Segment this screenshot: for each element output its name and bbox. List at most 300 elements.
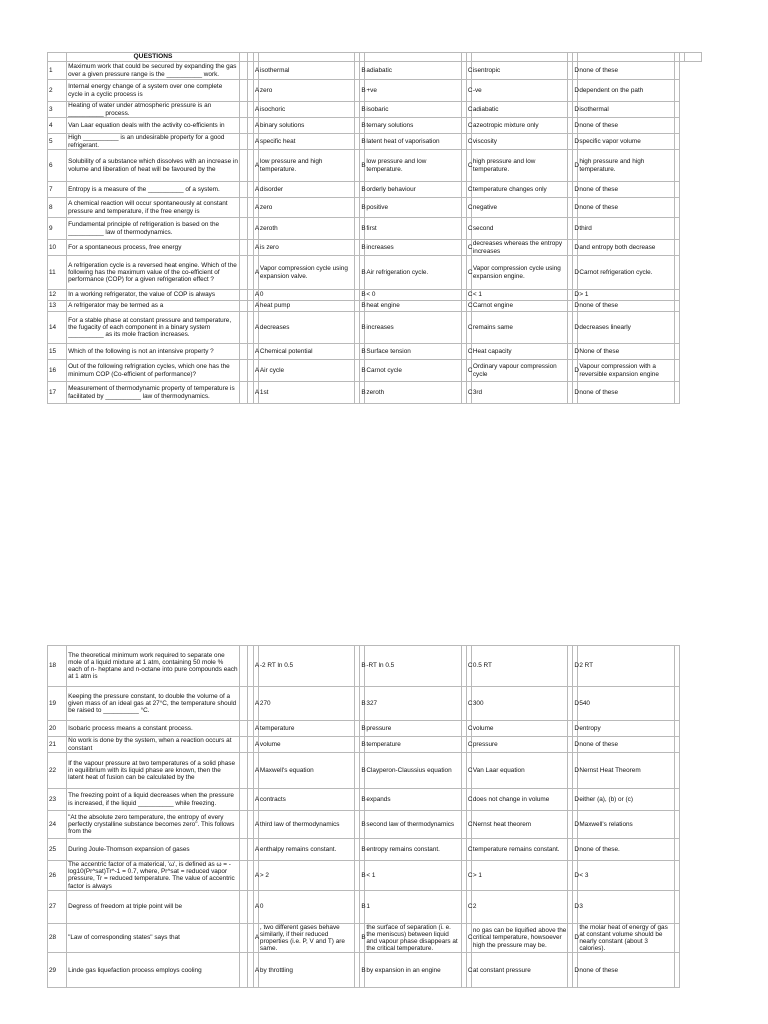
option-c-text: Van Laar equation <box>471 753 567 789</box>
spacer-cell <box>239 102 247 118</box>
option-c-text: -ve <box>471 80 567 102</box>
option-b-letter: B <box>360 753 365 789</box>
option-b-text: low pressure and low temperature. <box>365 150 461 182</box>
option-d-text: either (a), (b) or (c) <box>578 789 674 811</box>
option-b-text: adiabatic <box>365 62 461 80</box>
spacer-cell <box>674 382 679 404</box>
option-d-letter: D <box>573 687 578 721</box>
option-c-letter: C <box>466 301 471 312</box>
spacer-cell <box>239 737 247 753</box>
question-text: Measurement of thermodynamic property of temperature is facilitated by __________ law of thermodynamics. <box>67 382 240 404</box>
option-a-text: isothermal <box>258 62 354 80</box>
option-a-letter: A <box>253 789 258 811</box>
option-c-text: Ordinary vapour compression cycle <box>471 360 567 382</box>
question-text: Maximum work that could be secured by expanding the gas over a given pressure range is the __________ work. <box>67 62 240 80</box>
option-a-text: -2 RT ln 0.5 <box>258 646 354 687</box>
option-b-letter: B <box>360 789 365 811</box>
option-a-text: zeroth <box>258 218 354 240</box>
question-row <box>48 290 702 301</box>
question-row <box>48 102 702 118</box>
spacer-cell <box>674 290 679 301</box>
option-b-text: positive <box>365 198 461 218</box>
spacer-cell <box>674 360 679 382</box>
option-d-text: specific vapor volume <box>578 134 674 150</box>
option-a-letter: A <box>253 890 258 923</box>
question-number: 27 <box>48 890 67 923</box>
option-c-text: temperature remains constant. <box>471 839 567 861</box>
option-b-letter: B <box>360 118 365 134</box>
option-b-text: increases <box>365 312 461 344</box>
option-c-letter: C <box>466 646 471 687</box>
question-number: 20 <box>48 721 67 737</box>
question-row <box>48 890 702 923</box>
spacer-cell <box>674 102 679 118</box>
option-b-letter: B <box>360 953 365 988</box>
question-text: Solubility of a substance which dissolves with an increase in volume and liberation of heat will be favoured by the <box>67 150 240 182</box>
option-c-letter: C <box>466 861 471 891</box>
option-d-letter: D <box>573 737 578 753</box>
spacer-cell <box>674 240 679 256</box>
option-d-text: and entropy both decrease <box>578 240 674 256</box>
spacer-cell <box>239 923 247 953</box>
question-number: 12 <box>48 290 67 301</box>
option-c-letter: C <box>466 80 471 102</box>
header-cell <box>684 53 701 62</box>
question-text: No work is done by the system, when a reaction occurs at constant <box>67 737 240 753</box>
questions-table-2 <box>47 645 702 988</box>
spacer-cell <box>674 953 679 988</box>
option-d-text: entropy <box>578 721 674 737</box>
option-d-text: high pressure and high temperature. <box>578 150 674 182</box>
question-row <box>48 789 702 811</box>
header-cell <box>365 53 461 62</box>
option-c-text: Carnot engine <box>471 301 567 312</box>
spacer-cell <box>239 312 247 344</box>
spacer-cell <box>239 811 247 839</box>
option-a-text: Vapor compression cycle using expansion valve. <box>258 256 354 290</box>
questions-table-1 <box>47 52 702 404</box>
option-b-letter: B <box>360 360 365 382</box>
option-a-text: , two different gases behave similarly, if their reduced properties (i.e. P, V and T) are same. <box>258 923 354 953</box>
option-b-letter: B <box>360 62 365 80</box>
option-c-letter: C <box>466 344 471 360</box>
option-d-text: none of these <box>578 301 674 312</box>
option-c-text: temperature changes only <box>471 182 567 198</box>
option-c-letter: C <box>466 382 471 404</box>
option-d-letter: D <box>573 839 578 861</box>
question-row <box>48 721 702 737</box>
spacer-cell <box>674 789 679 811</box>
option-a-letter: A <box>253 721 258 737</box>
option-c-text: high pressure and low temperature. <box>471 150 567 182</box>
option-a-text: specific heat <box>258 134 354 150</box>
spacer-cell <box>239 953 247 988</box>
spacer-cell <box>674 150 679 182</box>
question-text: A chemical reaction will occur spontaneously at constant pressure and temperature, if the free energy is <box>67 198 240 218</box>
option-c-text: 2 <box>471 890 567 923</box>
spacer-cell <box>239 240 247 256</box>
option-a-text: third law of thermodynamics <box>258 811 354 839</box>
option-c-text: 0.5 RT <box>471 646 567 687</box>
option-c-letter: C <box>466 312 471 344</box>
option-c-letter: C <box>466 737 471 753</box>
option-a-letter: A <box>253 301 258 312</box>
option-c-letter: C <box>466 811 471 839</box>
option-c-letter: C <box>466 198 471 218</box>
option-c-text: negative <box>471 198 567 218</box>
option-d-letter: D <box>573 344 578 360</box>
option-a-text: zero <box>258 198 354 218</box>
spacer-cell <box>239 890 247 923</box>
option-d-text: the molar heat of energy of gas at constant volume should be nearly constant (about 3 calories). <box>578 923 674 953</box>
question-text: If the vapour pressure at two temperatures of a solid phase in equilibrium with its liquid phase are known, then the latent heat of fusion can be calculated by the <box>67 753 240 789</box>
option-a-text: temperature <box>258 721 354 737</box>
option-a-text: volume <box>258 737 354 753</box>
spacer-cell <box>674 218 679 240</box>
spacer-cell <box>674 737 679 753</box>
spacer-cell <box>239 721 247 737</box>
option-b-letter: B <box>360 102 365 118</box>
option-d-text: none of these <box>578 737 674 753</box>
option-d-letter: D <box>573 198 578 218</box>
option-d-letter: D <box>573 118 578 134</box>
option-a-letter: A <box>253 923 258 953</box>
option-c-letter: C <box>466 150 471 182</box>
option-d-letter: D <box>573 890 578 923</box>
option-a-text: Chemical potential <box>258 344 354 360</box>
option-a-letter: A <box>253 360 258 382</box>
option-b-letter: B <box>360 134 365 150</box>
question-row <box>48 80 702 102</box>
question-text: Entropy is a measure of the __________ of a system. <box>67 182 240 198</box>
spacer-cell <box>674 62 679 80</box>
question-text: Keeping the pressure constant, to double the volume of a given mass of an ideal gas at 27°C, the temperature should be raised to __________ °C. <box>67 687 240 721</box>
option-c-letter: C <box>466 240 471 256</box>
option-c-text: isentropic <box>471 62 567 80</box>
spacer-cell <box>239 134 247 150</box>
question-row <box>48 62 702 80</box>
option-c-text: no gas can be liquified above the critical temperature, howsoever high the pressure may be. <box>471 923 567 953</box>
spacer-cell <box>239 382 247 404</box>
question-row <box>48 923 702 953</box>
option-a-letter: A <box>253 953 258 988</box>
option-c-letter: C <box>466 134 471 150</box>
option-b-letter: B <box>360 646 365 687</box>
option-b-letter: B <box>360 382 365 404</box>
option-a-text: disorder <box>258 182 354 198</box>
option-b-text: temperature <box>365 737 461 753</box>
option-b-letter: B <box>360 839 365 861</box>
option-d-letter: D <box>573 290 578 301</box>
option-d-letter: D <box>573 646 578 687</box>
option-d-letter: D <box>573 301 578 312</box>
option-c-letter: C <box>466 923 471 953</box>
option-a-text: enthalpy remains constant. <box>258 839 354 861</box>
spacer-cell <box>674 923 679 953</box>
option-d-text: none of these <box>578 118 674 134</box>
option-d-letter: D <box>573 861 578 891</box>
spacer-cell <box>674 811 679 839</box>
option-c-letter: C <box>466 182 471 198</box>
spacer-cell <box>239 256 247 290</box>
option-d-text: dependent on the path <box>578 80 674 102</box>
option-b-letter: B <box>360 721 365 737</box>
question-text: Linde gas liquefaction process employs cooling <box>67 953 240 988</box>
option-c-text: < 1 <box>471 290 567 301</box>
option-b-text: < 1 <box>365 861 461 891</box>
question-text: A refrigerator may be termed as a <box>67 301 240 312</box>
question-text: "At the absolute zero temperature, the entropy of every perfectly crystalline substance becomes zero". This follows from the <box>67 811 240 839</box>
question-number: 18 <box>48 646 67 687</box>
option-c-letter: C <box>466 218 471 240</box>
option-c-text: adiabatic <box>471 102 567 118</box>
question-number: 9 <box>48 218 67 240</box>
option-b-text: the surface of separation (i. e. the meniscus) between liquid and vapour phase disappears at the critical temperature. <box>365 923 461 953</box>
option-a-letter: A <box>253 118 258 134</box>
question-row <box>48 312 702 344</box>
option-d-text: 540 <box>578 687 674 721</box>
question-number: 2 <box>48 80 67 102</box>
question-row <box>48 218 702 240</box>
spacer-cell <box>239 789 247 811</box>
option-b-letter: B <box>360 811 365 839</box>
option-d-letter: D <box>573 923 578 953</box>
option-b-text: orderly behaviour <box>365 182 461 198</box>
option-b-letter: B <box>360 240 365 256</box>
option-a-letter: A <box>253 312 258 344</box>
option-a-text: is zero <box>258 240 354 256</box>
header-cell <box>578 53 674 62</box>
spacer-cell <box>239 839 247 861</box>
option-a-letter: A <box>253 737 258 753</box>
option-b-text: ternary solutions <box>365 118 461 134</box>
option-c-letter: C <box>466 789 471 811</box>
question-text: Van Laar equation deals with the activity co-efficients in <box>67 118 240 134</box>
spacer-cell <box>239 62 247 80</box>
spacer-cell <box>674 753 679 789</box>
option-b-letter: B <box>360 344 365 360</box>
spacer-cell <box>674 80 679 102</box>
question-text: Fundamental principle of refrigeration is based on the __________ law of thermodynamics. <box>67 218 240 240</box>
option-a-letter: A <box>253 150 258 182</box>
option-a-text: isochoric <box>258 102 354 118</box>
option-d-letter: D <box>573 382 578 404</box>
option-a-letter: A <box>253 240 258 256</box>
option-b-letter: B <box>360 312 365 344</box>
spacer-cell <box>674 134 679 150</box>
option-a-letter: A <box>253 102 258 118</box>
option-d-letter: D <box>573 102 578 118</box>
option-b-text: second law of thermodynamics <box>365 811 461 839</box>
option-a-letter: A <box>253 198 258 218</box>
question-row <box>48 240 702 256</box>
option-d-text: third <box>578 218 674 240</box>
option-d-letter: D <box>573 256 578 290</box>
question-number: 3 <box>48 102 67 118</box>
question-number: 26 <box>48 861 67 891</box>
option-b-text: 327 <box>365 687 461 721</box>
option-d-text: 2 RT <box>578 646 674 687</box>
option-a-text: zero <box>258 80 354 102</box>
option-b-text: entropy remains constant. <box>365 839 461 861</box>
header-spacer <box>48 53 67 62</box>
option-b-text: Air refrigeration cycle. <box>365 256 461 290</box>
spacer-cell <box>674 198 679 218</box>
question-number: 6 <box>48 150 67 182</box>
spacer-cell <box>239 198 247 218</box>
option-d-text: Nernst Heat Theorem <box>578 753 674 789</box>
question-number: 14 <box>48 312 67 344</box>
option-c-letter: C <box>466 360 471 382</box>
question-text: "Law of corresponding states" says that <box>67 923 240 953</box>
question-row <box>48 118 702 134</box>
spacer-cell <box>674 301 679 312</box>
option-b-text: increases <box>365 240 461 256</box>
spacer-cell <box>674 256 679 290</box>
option-a-letter: A <box>253 62 258 80</box>
option-b-letter: B <box>360 861 365 891</box>
spacer-cell <box>674 839 679 861</box>
option-a-letter: A <box>253 382 258 404</box>
option-b-letter: B <box>360 737 365 753</box>
option-c-letter: C <box>466 721 471 737</box>
question-number: 19 <box>48 687 67 721</box>
option-b-text: heat engine <box>365 301 461 312</box>
question-row <box>48 811 702 839</box>
question-row <box>48 198 702 218</box>
spacer-cell <box>674 861 679 891</box>
option-b-letter: B <box>360 218 365 240</box>
spacer-cell <box>239 80 247 102</box>
question-row <box>48 953 702 988</box>
spacer-cell <box>674 182 679 198</box>
option-d-text: > 1 <box>578 290 674 301</box>
option-d-text: none of these <box>578 62 674 80</box>
question-text: In a working refrigerator, the value of COP is always <box>67 290 240 301</box>
spacer-cell <box>239 753 247 789</box>
option-c-letter: C <box>466 118 471 134</box>
question-row <box>48 861 702 891</box>
option-c-letter: C <box>466 687 471 721</box>
option-c-text: at constant pressure <box>471 953 567 988</box>
question-text: High __________ is an undesirable property for a good refrigerant. <box>67 134 240 150</box>
question-text: During Joule-Thomson expansion of gases <box>67 839 240 861</box>
spacer-cell <box>674 687 679 721</box>
option-a-letter: A <box>253 218 258 240</box>
spacer-cell <box>239 150 247 182</box>
question-text: Which of the following is not an intensive property ? <box>67 344 240 360</box>
option-a-letter: A <box>253 687 258 721</box>
option-d-text: none of these <box>578 182 674 198</box>
option-a-text: by throttling <box>258 953 354 988</box>
question-text: Isobaric process means a constant process. <box>67 721 240 737</box>
header-cell <box>471 53 567 62</box>
option-c-letter: C <box>466 753 471 789</box>
option-d-text: Maxwell's relations <box>578 811 674 839</box>
option-d-text: decreases linearly <box>578 312 674 344</box>
option-a-letter: A <box>253 134 258 150</box>
option-a-letter: A <box>253 839 258 861</box>
option-a-letter: A <box>253 646 258 687</box>
spacer-cell <box>674 721 679 737</box>
question-row <box>48 737 702 753</box>
question-number: 24 <box>48 811 67 839</box>
spacer-cell <box>674 646 679 687</box>
question-text: Out of the following refrigration cycles, which one has the minimum COP (Co-efficient of performance)? <box>67 360 240 382</box>
option-d-letter: D <box>573 312 578 344</box>
spacer-cell <box>239 646 247 687</box>
header-cell <box>239 53 247 62</box>
option-d-letter: D <box>573 360 578 382</box>
option-b-letter: B <box>360 890 365 923</box>
option-c-letter: C <box>466 890 471 923</box>
option-a-letter: A <box>253 753 258 789</box>
option-d-letter: D <box>573 62 578 80</box>
option-d-letter: D <box>573 789 578 811</box>
option-d-text: 3 <box>578 890 674 923</box>
option-b-text: isobaric <box>365 102 461 118</box>
question-text: For a stable phase at constant pressure and temperature, the fugacity of each component in a binary system __________ as its mole fraction increases. <box>67 312 240 344</box>
option-d-letter: D <box>573 240 578 256</box>
option-b-text: < 0 <box>365 290 461 301</box>
spacer-cell <box>239 218 247 240</box>
option-b-text: 1 <box>365 890 461 923</box>
option-b-letter: B <box>360 80 365 102</box>
option-d-letter: D <box>573 150 578 182</box>
option-d-letter: D <box>573 721 578 737</box>
option-b-text: expands <box>365 789 461 811</box>
option-d-letter: D <box>573 80 578 102</box>
option-b-letter: B <box>360 301 365 312</box>
question-number: 22 <box>48 753 67 789</box>
question-row <box>48 687 702 721</box>
spacer-cell <box>239 118 247 134</box>
option-a-letter: A <box>253 290 258 301</box>
option-a-text: 0 <box>258 890 354 923</box>
option-c-letter: C <box>466 839 471 861</box>
spacer-cell <box>239 290 247 301</box>
spacer-cell <box>674 118 679 134</box>
spacer-cell <box>674 312 679 344</box>
option-c-text: Heat capacity <box>471 344 567 360</box>
question-number: 15 <box>48 344 67 360</box>
option-b-text: zeroth <box>365 382 461 404</box>
question-number: 8 <box>48 198 67 218</box>
option-c-text: remains same <box>471 312 567 344</box>
option-b-text: latent heat of vaporisation <box>365 134 461 150</box>
option-a-text: > 2 <box>258 861 354 891</box>
option-a-letter: A <box>253 861 258 891</box>
question-text: The accentric factor of a materical, 'ω', is defined as ω = -log10(Pr^sat)Tr^-1 = 0.7, where, Pr^sat = reduced vapor pressure, Tr = reduced temperature. The value of accentric factor is always <box>67 861 240 891</box>
question-row <box>48 646 702 687</box>
option-c-letter: C <box>466 290 471 301</box>
option-a-text: decreases <box>258 312 354 344</box>
option-b-letter: B <box>360 198 365 218</box>
question-number: 13 <box>48 301 67 312</box>
question-number: 10 <box>48 240 67 256</box>
questions-header: QUESTIONS <box>67 53 240 62</box>
option-a-letter: A <box>253 811 258 839</box>
question-row <box>48 150 702 182</box>
option-d-text: Carnot refrigeration cycle. <box>578 256 674 290</box>
question-text: The freezing point of a liquid decreases when the pressure is increased, if the liquid __________ while freezing. <box>67 789 240 811</box>
question-row <box>48 301 702 312</box>
question-number: 25 <box>48 839 67 861</box>
option-b-text: Surface tension <box>365 344 461 360</box>
question-text: Internal energy change of a system over one complete cycle in a cyclic process is <box>67 80 240 102</box>
option-d-letter: D <box>573 953 578 988</box>
option-a-letter: A <box>253 182 258 198</box>
